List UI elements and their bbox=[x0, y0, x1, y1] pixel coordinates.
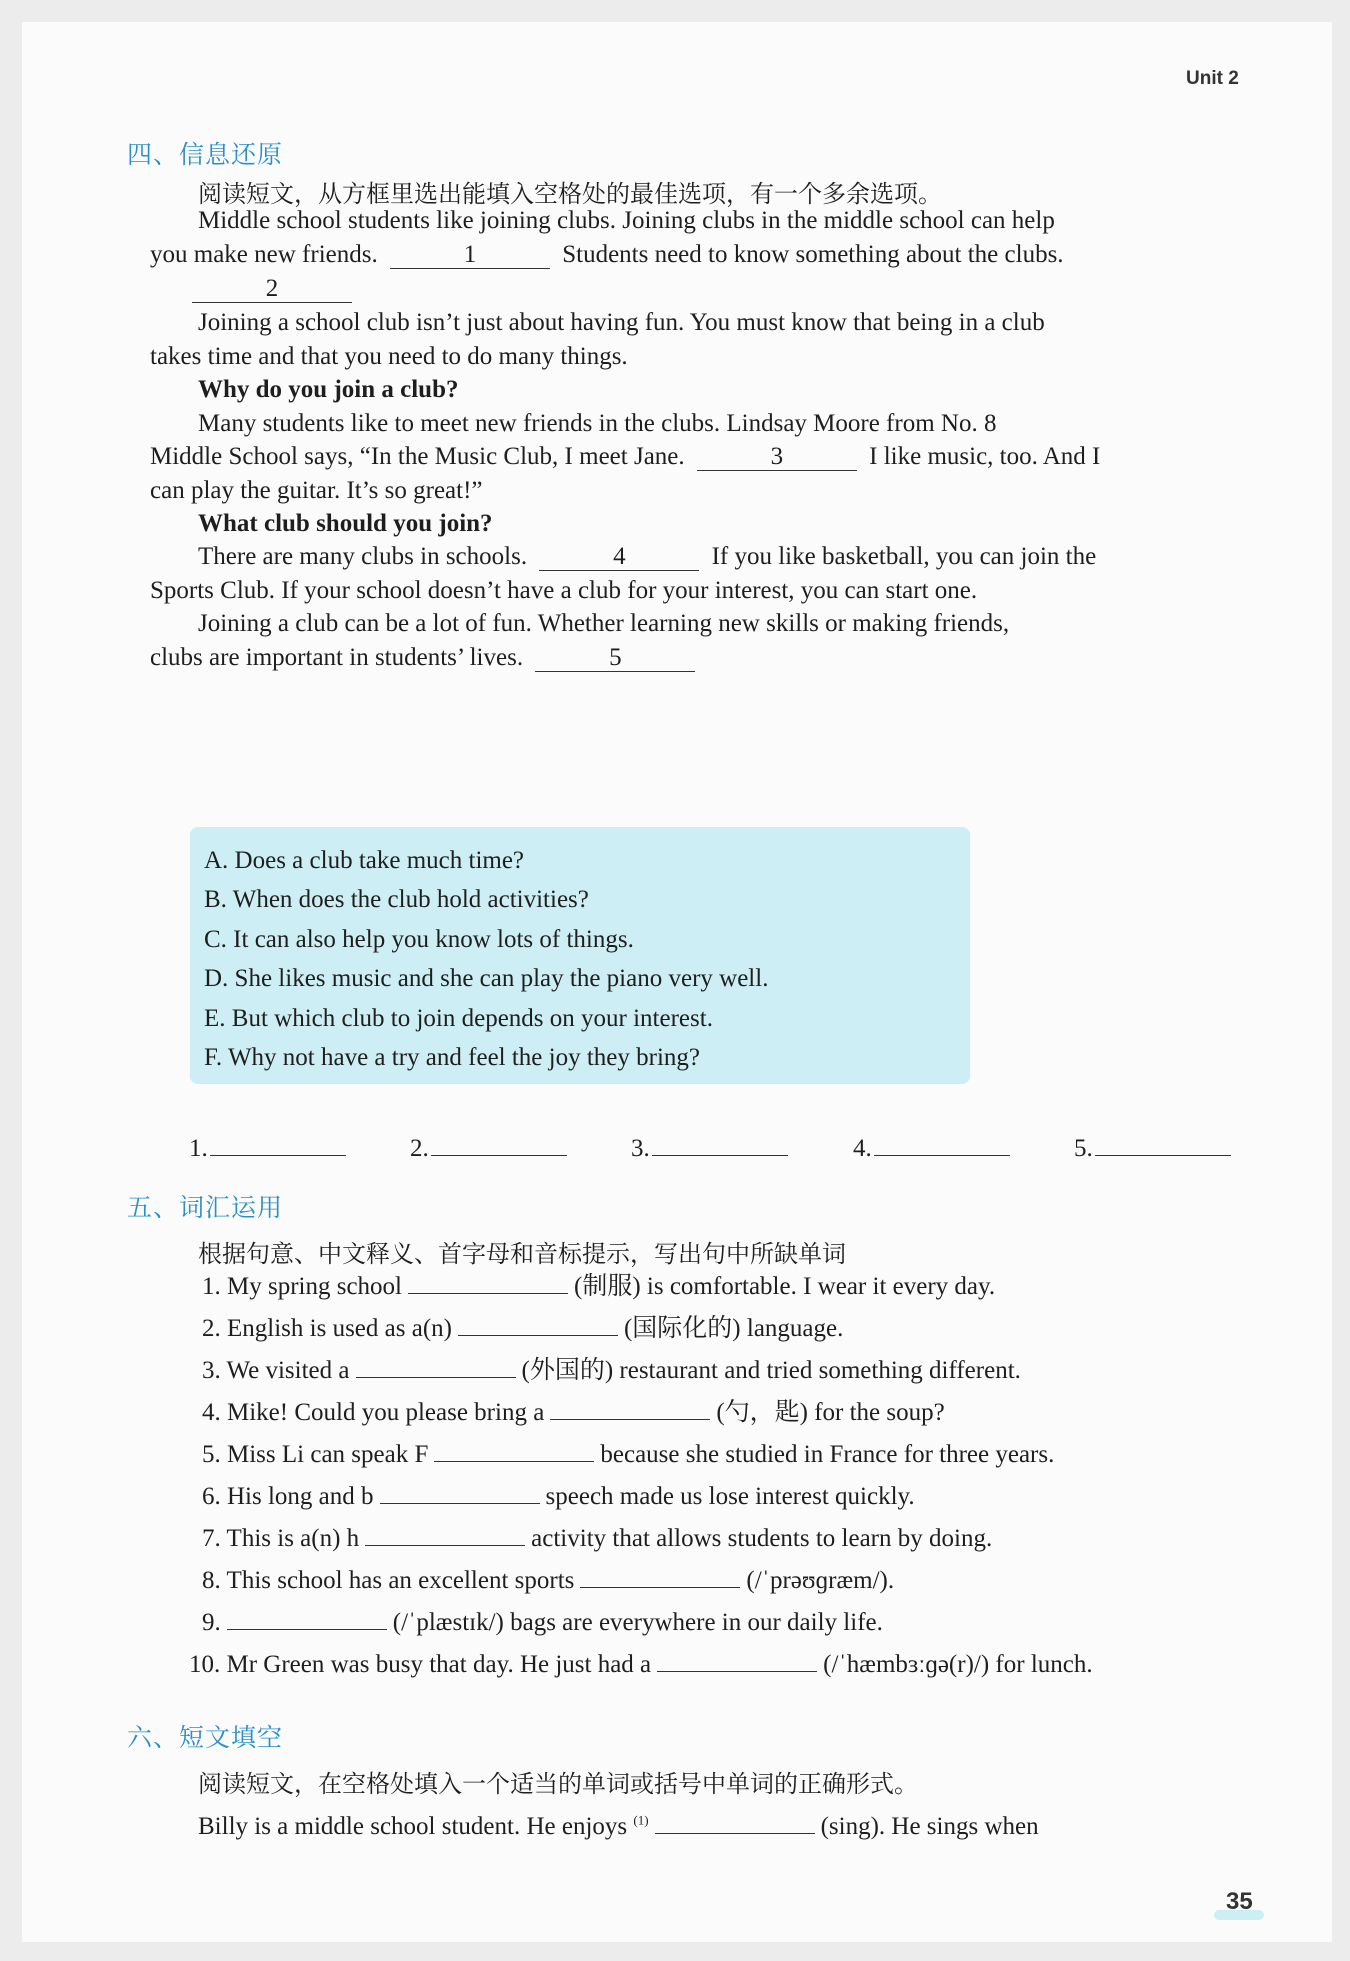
answer-slot-1: 1. bbox=[189, 1129, 352, 1161]
passage-line: you make new friends. 1 Students need to know something about the clubs. bbox=[150, 241, 1064, 268]
passage-heading: Why do you join a club? bbox=[198, 376, 459, 403]
vocab-item: 5. Miss Li can speak F because she studied in France for three years. bbox=[202, 1435, 1054, 1467]
section4-title: 四、信息还原 bbox=[127, 140, 284, 169]
answer-slot-5: 5. bbox=[1074, 1129, 1237, 1161]
passage-line: Joining a club can be a lot of fun. Whether learning new skills or making friends, bbox=[198, 610, 1010, 637]
answer-blank[interactable] bbox=[652, 1129, 788, 1156]
passage-line: takes time and that you need to do many things. bbox=[150, 343, 628, 370]
section6-instruction: 阅读短文，在空格处填入一个适当的单词或括号中单词的正确形式。 bbox=[198, 1770, 918, 1798]
blank-1[interactable]: 1 bbox=[390, 242, 550, 269]
passage-line: can play the guitar. It’s so great!” bbox=[150, 477, 483, 504]
blank-4[interactable]: 4 bbox=[539, 544, 699, 571]
vocab-item: 6. His long and b speech made us lose interest quickly. bbox=[202, 1477, 915, 1509]
answer-slot-3: 3. bbox=[631, 1129, 794, 1161]
vocab-item: 9. (/ˈplæstɪk/) bags are everywhere in our daily life. bbox=[202, 1603, 883, 1635]
passage-line: Sports Club. If your school doesn’t have a club for your interest, you can start one. bbox=[150, 577, 978, 604]
vocab-item: 3. We visited a (外国的) restaurant and tried something different. bbox=[202, 1351, 1021, 1383]
answer-blank[interactable] bbox=[210, 1129, 346, 1156]
option-d: D. She likes music and she can play the piano very well. bbox=[204, 965, 769, 992]
section4-instruction: 阅读短文，从方框里选出能填入空格处的最佳选项，有一个多余选项。 bbox=[198, 180, 942, 208]
passage-line bbox=[192, 276, 358, 303]
vocab-blank[interactable] bbox=[434, 1435, 594, 1462]
blank-number: (1) bbox=[633, 1812, 649, 1828]
passage-heading: What club should you join? bbox=[198, 510, 493, 537]
option-b: B. When does the club hold activities? bbox=[204, 886, 589, 913]
options-box bbox=[190, 827, 970, 1084]
section5-instruction: 根据句意、中文释义、首字母和音标提示，写出句中所缺单词 bbox=[198, 1240, 846, 1268]
passage-line: Billy is a middle school student. He enjoys $^{(1)}$ (sing). He sings when bbox=[198, 1807, 1039, 1839]
blank-5[interactable]: 5 bbox=[535, 645, 695, 672]
option-a: A. Does a club take much time? bbox=[204, 847, 525, 874]
answer-blank[interactable] bbox=[431, 1129, 567, 1156]
answer-blank[interactable] bbox=[874, 1129, 1010, 1156]
passage-line: Middle School says, “In the Music Club, I meet Jane. 3 I like music, too. And I bbox=[150, 443, 1101, 470]
vocab-blank[interactable] bbox=[227, 1603, 387, 1630]
passage-line: There are many clubs in schools. 4 If you like basketball, you can join the bbox=[198, 543, 1097, 570]
passage-line: Many students like to meet new friends in the clubs. Lindsay Moore from No. 8 bbox=[198, 410, 997, 437]
vocab-blank[interactable] bbox=[580, 1561, 740, 1588]
vocab-item: 2. English is used as a(n) (国际化的) language. bbox=[202, 1309, 843, 1341]
vocab-item: 10. Mr Green was busy that day. He just had a (/ˈhæmbɜːɡə(r)/) for lunch. bbox=[189, 1645, 1093, 1677]
section6-title: 六、短文填空 bbox=[127, 1723, 284, 1752]
vocab-blank[interactable] bbox=[550, 1393, 710, 1420]
vocab-item: 4. Mike! Could you please bring a (勺，匙) for the soup? bbox=[202, 1393, 945, 1425]
vocab-blank[interactable] bbox=[458, 1309, 618, 1336]
vocab-blank[interactable] bbox=[657, 1645, 817, 1672]
blank-3[interactable]: 3 bbox=[697, 444, 857, 471]
blank-2[interactable]: 2 bbox=[192, 276, 352, 303]
option-c: C. It can also help you know lots of things. bbox=[204, 926, 634, 953]
passage-line: Joining a school club isn’t just about having fun. You must know that being in a club bbox=[198, 309, 1045, 336]
answer-blank[interactable] bbox=[1095, 1129, 1231, 1156]
vocab-blank[interactable] bbox=[365, 1519, 525, 1546]
workbook-page bbox=[22, 22, 1332, 1942]
vocab-item: 8. This school has an excellent sports (/ˈprəʊɡræm/). bbox=[202, 1561, 894, 1593]
option-e: E. But which club to join depends on your interest. bbox=[204, 1005, 713, 1032]
vocab-blank[interactable] bbox=[380, 1477, 540, 1504]
unit-label: Unit 2 bbox=[1186, 68, 1239, 89]
vocab-blank[interactable] bbox=[408, 1267, 568, 1294]
vocab-blank[interactable] bbox=[356, 1351, 516, 1378]
passage-line: clubs are important in students’ lives. 5 bbox=[150, 645, 701, 672]
section5-title: 五、词汇运用 bbox=[127, 1193, 284, 1222]
option-f: F. Why not have a try and feel the joy they bring? bbox=[204, 1044, 701, 1071]
vocab-item: 7. This is a(n) h activity that allows students to learn by doing. bbox=[202, 1519, 992, 1551]
answer-slot-2: 2. bbox=[410, 1129, 573, 1161]
answer-slot-4: 4. bbox=[853, 1129, 1016, 1161]
page-number: 35 bbox=[1226, 1888, 1253, 1915]
vocab-item: 1. My spring school (制服) is comfortable. I wear it every day. bbox=[202, 1267, 995, 1299]
cloze-blank-1[interactable] bbox=[655, 1807, 815, 1834]
passage-line: Middle school students like joining clubs. Joining clubs in the middle school can help bbox=[198, 207, 1055, 234]
